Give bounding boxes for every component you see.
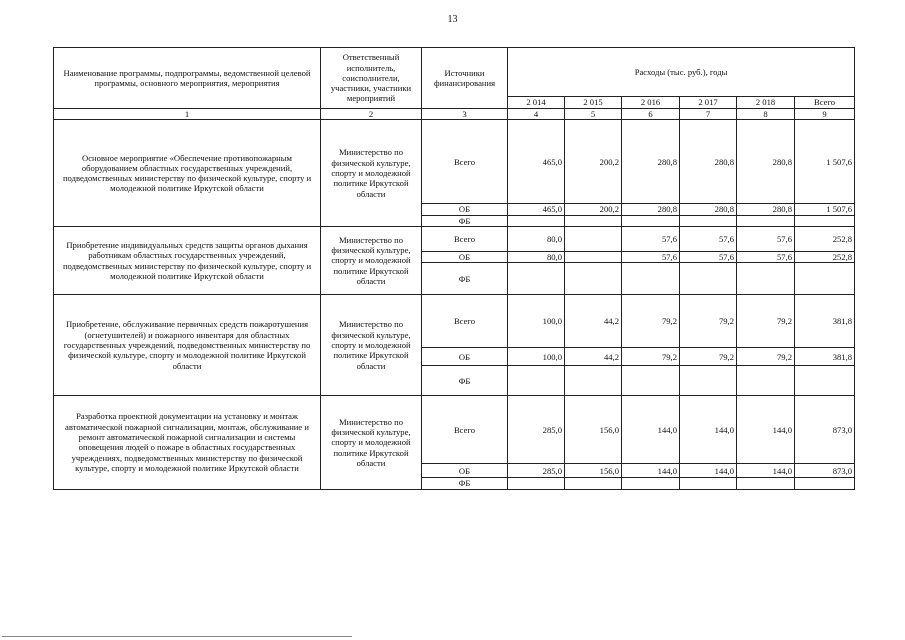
header-year: 2 018 bbox=[737, 97, 795, 109]
column-number: 5 bbox=[565, 109, 622, 120]
expense-value: 44,2 bbox=[565, 348, 622, 366]
expense-value: 280,8 bbox=[622, 120, 680, 204]
funding-source: ОБ bbox=[422, 204, 508, 215]
responsible-executor: Министерство по физической культуре, спорту и молодежной политике Иркутской области bbox=[321, 120, 422, 227]
funding-source: ФБ bbox=[422, 263, 508, 295]
column-number: 3 bbox=[422, 109, 508, 120]
header-name: Наименование программы, подпрограммы, ведомственной целевой программы, основного мероприятия, мероприятия bbox=[54, 48, 321, 109]
expense-value bbox=[737, 478, 795, 489]
expense-value: 252,8 bbox=[795, 251, 855, 262]
funding-source: Всего bbox=[422, 295, 508, 348]
funding-source: ОБ bbox=[422, 348, 508, 366]
expense-value: 280,8 bbox=[737, 204, 795, 215]
expense-value: 80,0 bbox=[508, 226, 565, 251]
expense-value bbox=[508, 215, 565, 226]
expense-value: 79,2 bbox=[622, 348, 680, 366]
header-expenses: Расходы (тыс. руб.), годы bbox=[508, 48, 855, 97]
expense-value: 57,6 bbox=[680, 251, 737, 262]
column-number: 2 bbox=[321, 109, 422, 120]
expense-value: 144,0 bbox=[622, 396, 680, 464]
expense-value bbox=[680, 215, 737, 226]
column-number: 8 bbox=[737, 109, 795, 120]
expense-value bbox=[680, 478, 737, 489]
column-number: 1 bbox=[54, 109, 321, 120]
responsible-executor: Министерство по физической культуре, спорту и молодежной политике Иркутской области bbox=[321, 226, 422, 294]
funding-source: Всего bbox=[422, 120, 508, 204]
expense-value: 57,6 bbox=[737, 251, 795, 262]
expense-value: 873,0 bbox=[795, 396, 855, 464]
funding-source: Всего bbox=[422, 396, 508, 464]
table-row bbox=[54, 226, 855, 251]
expense-value: 79,2 bbox=[622, 295, 680, 348]
expense-value bbox=[622, 366, 680, 396]
expense-value: 156,0 bbox=[565, 396, 622, 464]
expense-value: 280,8 bbox=[680, 204, 737, 215]
expense-value: 79,2 bbox=[680, 348, 737, 366]
expense-value: 44,2 bbox=[565, 295, 622, 348]
column-number: 4 bbox=[508, 109, 565, 120]
expense-value bbox=[680, 263, 737, 295]
header-responsible: Ответственный исполнитель, соисполнители, участники, участники мероприятий bbox=[321, 48, 422, 109]
activity-name: Приобретение индивидуальных средств защиты органов дыхания работникам областных государственных учреждений, подведомственных министерству по физической культуре, спорту и молодежной политике Иркутской области bbox=[54, 226, 321, 294]
expense-value: 57,6 bbox=[680, 226, 737, 251]
expense-value bbox=[508, 366, 565, 396]
expense-value bbox=[565, 251, 622, 262]
expense-value: 100,0 bbox=[508, 348, 565, 366]
expense-value: 280,8 bbox=[680, 120, 737, 204]
expense-value bbox=[737, 215, 795, 226]
funding-source: ФБ bbox=[422, 478, 508, 489]
expense-value: 465,0 bbox=[508, 204, 565, 215]
expense-value: 156,0 bbox=[565, 464, 622, 478]
expense-value: 79,2 bbox=[680, 295, 737, 348]
expense-value bbox=[795, 215, 855, 226]
expense-value: 79,2 bbox=[737, 348, 795, 366]
funding-source: ОБ bbox=[422, 251, 508, 262]
expense-value: 144,0 bbox=[680, 464, 737, 478]
expense-value: 252,8 bbox=[795, 226, 855, 251]
expense-value: 144,0 bbox=[737, 464, 795, 478]
expense-value bbox=[795, 478, 855, 489]
funding-source: Всего bbox=[422, 226, 508, 251]
expense-value bbox=[737, 263, 795, 295]
activity-name: Приобретение, обслуживание первичных средств пожаротушения (огнетушителей) и пожарного инвентаря для областных государственных учреждений, подведомственных министерству по физической культуре, спорту и молодежной политике Иркутской области bbox=[54, 295, 321, 396]
header-total: Всего bbox=[795, 97, 855, 109]
expense-value bbox=[565, 226, 622, 251]
expense-value bbox=[795, 263, 855, 295]
expense-value: 200,2 bbox=[565, 204, 622, 215]
header-year: 2 016 bbox=[622, 97, 680, 109]
expense-value: 100,0 bbox=[508, 295, 565, 348]
expenses-table bbox=[53, 47, 855, 490]
expense-value bbox=[622, 478, 680, 489]
expense-value: 144,0 bbox=[737, 396, 795, 464]
header-year: 2 014 bbox=[508, 97, 565, 109]
expense-value: 1 507,6 bbox=[795, 204, 855, 215]
table-row bbox=[54, 120, 855, 204]
table-row bbox=[54, 396, 855, 464]
table-row bbox=[54, 295, 855, 348]
expense-value bbox=[565, 366, 622, 396]
expense-value bbox=[565, 263, 622, 295]
expense-value: 200,2 bbox=[565, 120, 622, 204]
activity-name: Основное мероприятие «Обеспечение противопожарным оборудованием областных государственных учреждений, подведомственных министерству по физической культуре, спорту и молодежной политике Иркутской области bbox=[54, 120, 321, 227]
expense-value: 381,8 bbox=[795, 348, 855, 366]
expense-value bbox=[622, 215, 680, 226]
scan-edge-line bbox=[2, 636, 352, 637]
expense-value: 57,6 bbox=[622, 251, 680, 262]
expense-value bbox=[680, 366, 737, 396]
expense-value: 1 507,6 bbox=[795, 120, 855, 204]
column-number: 7 bbox=[680, 109, 737, 120]
funding-source: ОБ bbox=[422, 464, 508, 478]
expense-value: 465,0 bbox=[508, 120, 565, 204]
column-number: 6 bbox=[622, 109, 680, 120]
page-number: 13 bbox=[447, 14, 458, 25]
header-year: 2 015 bbox=[565, 97, 622, 109]
expense-value bbox=[622, 263, 680, 295]
expense-value: 381,8 bbox=[795, 295, 855, 348]
funding-source: ФБ bbox=[422, 215, 508, 226]
expense-value bbox=[795, 366, 855, 396]
header-source: Источники финансирования bbox=[422, 48, 508, 109]
expense-value bbox=[565, 215, 622, 226]
expense-value bbox=[508, 263, 565, 295]
column-number: 9 bbox=[795, 109, 855, 120]
expense-value: 144,0 bbox=[622, 464, 680, 478]
expense-value: 57,6 bbox=[622, 226, 680, 251]
expense-value: 79,2 bbox=[737, 295, 795, 348]
expense-value bbox=[508, 478, 565, 489]
responsible-executor: Министерство по физической культуре, спорту и молодежной политике Иркутской области bbox=[321, 295, 422, 396]
funding-source: ФБ bbox=[422, 366, 508, 396]
expense-value: 285,0 bbox=[508, 464, 565, 478]
expense-value: 280,8 bbox=[737, 120, 795, 204]
expense-value bbox=[565, 478, 622, 489]
activity-name: Разработка проектной документации на установку и монтаж автоматической пожарной сигнализации, монтаж, обслуживание и ремонт автоматической пожарной сигнализации и системы оповещения людей о пожаре в областных государственных учреждениях, подведомственных министерству по физической культуре, спорту и молодежной политике Иркутской области bbox=[54, 396, 321, 489]
responsible-executor: Министерство по физической культуре, спорту и молодежной политике Иркутской области bbox=[321, 396, 422, 489]
expense-value: 285,0 bbox=[508, 396, 565, 464]
expense-value: 873,0 bbox=[795, 464, 855, 478]
expense-value: 280,8 bbox=[622, 204, 680, 215]
expense-value: 57,6 bbox=[737, 226, 795, 251]
header-year: 2 017 bbox=[680, 97, 737, 109]
expense-value: 144,0 bbox=[680, 396, 737, 464]
expense-value: 80,0 bbox=[508, 251, 565, 262]
expense-value bbox=[737, 366, 795, 396]
